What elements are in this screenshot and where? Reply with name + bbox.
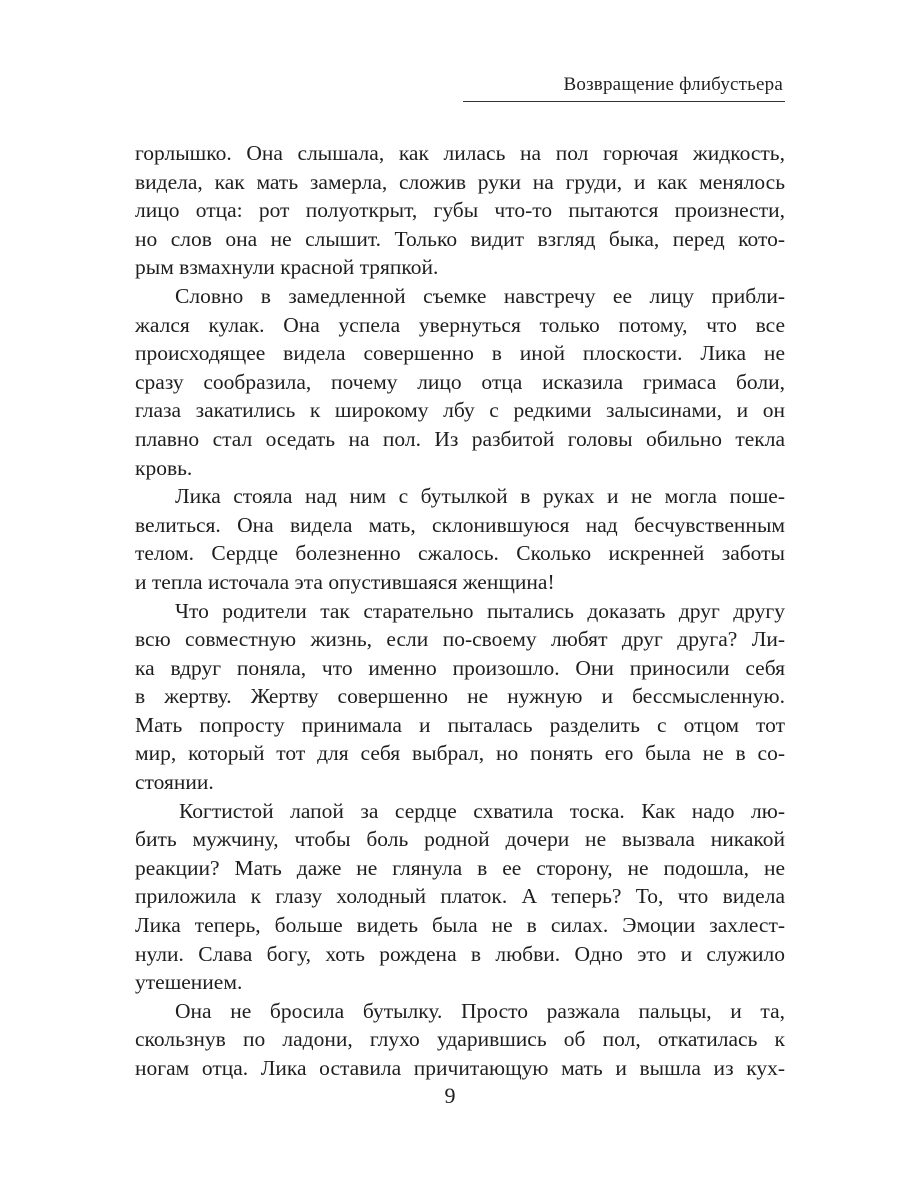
text-line: плавно стал оседать на пол. Из разбитой головы обильно текла (135, 426, 785, 451)
text-line: глаза закатились к широкому лбу с редкими залысинами, и он (135, 398, 785, 423)
header-rule (463, 101, 785, 102)
text-line: нули. Слава богу, хоть рождена в любви. Одно это и служило (135, 941, 785, 966)
text-body (135, 139, 785, 1083)
text-line: Когтистой лапой за сердце схватила тоска. Как надо лю- (179, 798, 785, 823)
text-line: телом. Сердце болезненно сжалось. Сколько искренней заботы (135, 541, 785, 566)
text-line: стоянии. (135, 770, 214, 795)
text-line: приложила к глазу холодный платок. А теперь? То, что видела (135, 884, 785, 909)
text-line: Лика стояла над ним с бутылкой в руках и не могла поше- (175, 484, 785, 509)
running-header: Возвращение флибустьера (563, 74, 783, 95)
text-line: Она не бросила бутылку. Просто разжала пальцы, и та, (175, 998, 785, 1023)
paragraph-6 (135, 997, 785, 1083)
text-line: бить мужчину, чтобы боль родной дочери не вызвала никакой (135, 827, 785, 852)
text-line: жался кулак. Она успела увернуться только потому, что все (135, 312, 785, 337)
paragraph-1 (135, 139, 785, 282)
text-line: рым взмахнули красной тряпкой. (135, 255, 439, 280)
text-line: ка вдруг поняла, что именно произошло. Они приносили себя (135, 655, 785, 680)
text-line: Словно в замедленной съемке навстречу ее лицу прибли- (175, 283, 785, 308)
text-line: но слов она не слышит. Только видит взгляд быка, перед кото- (135, 226, 785, 251)
text-line: видела, как мать замерла, сложив руки на груди, и как менялось (135, 169, 785, 194)
text-line: мир, который тот для себя выбрал, но понять его была не в со- (135, 741, 785, 766)
text-line: Мать попросту принимала и пыталась разделить с отцом тот (135, 712, 785, 737)
paragraph-3 (135, 482, 785, 596)
page-number: 9 (444, 1083, 456, 1108)
paragraph-4 (135, 597, 785, 797)
text-line: утешением. (135, 970, 243, 995)
text-line: реакции? Мать даже не глянула в ее сторону, не подошла, не (135, 855, 785, 880)
text-line: горлышко. Она слышала, как лилась на пол горючая жидкость, (135, 141, 785, 165)
text-line: Лика теперь, больше видеть была не в силах. Эмоции захлест- (135, 913, 785, 938)
text-line: Что родители так старательно пытались доказать друг другу (175, 598, 785, 623)
text-line: всю совместную жизнь, если по-своему любят друг друга? Ли- (135, 627, 785, 652)
text-line: кровь. (135, 455, 193, 480)
text-line: скользнув по ладони, глухо ударившись об пол, откатилась к (135, 1027, 785, 1052)
paragraph-5 (135, 797, 785, 997)
text-line: сразу сообразила, почему лицо отца исказила гримаса боли, (135, 369, 785, 394)
text-line: ногам отца. Лика оставила причитающую мать и вышла из кух- (135, 1056, 785, 1080)
text-line: и тепла источала эта опустившаяся женщина! (135, 569, 555, 594)
text-line: в жертву. Жертву совершенно не нужную и бессмысленную. (135, 684, 785, 709)
text-line: происходящее видела совершенно в иной плоскости. Лика не (135, 341, 785, 366)
text-line: велиться. Она видела мать, склонившуюся над бесчувственным (135, 512, 785, 537)
paragraph-2 (135, 282, 785, 482)
text-line: лицо отца: рот полуоткрыт, губы что-то пытаются произнести, (135, 198, 785, 223)
